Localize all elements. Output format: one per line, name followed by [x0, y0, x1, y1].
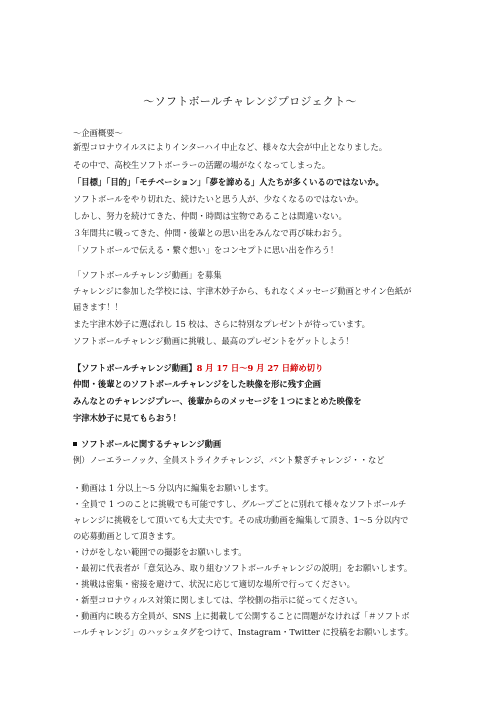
overview-line: しかし、努力を続けてきた、仲間・時間は宝物であることは間違いない。: [73, 211, 347, 221]
note-line: ・最初に代表者が「意気込み、取り組むソフトボールチャレンジの説明」をお願いします。: [73, 563, 413, 573]
overview-line: 「ソフトボールで伝える・繋ぐ想い」をコンセプトに思い出を作ろう！: [73, 245, 339, 255]
recruit-line: ソフトボールチャレンジ動画に挑戦し、最高のプレゼントをゲットしよう！: [73, 336, 354, 346]
recruit-line: また宇津木妙子に選ばれし 15 校は、さらに特別なプレゼントが待っています。: [73, 319, 370, 329]
recruit-line: 届きます！！: [73, 302, 123, 312]
page-title: 〜ソフトボールチャレンジプロジェクト〜: [143, 95, 357, 108]
challenge-example: 例）ノーエラーノック、全員ストライクチャレンジ、バント繋ぎチャレンジ・・など: [73, 455, 385, 465]
overview-line: ソフトボールをやり切れた、続けたいと思う人が、少なくなるのではないか。: [73, 194, 364, 204]
overview-line: ３年間共に戦ってきた、仲間・後輩との思い出をみんなで再び味わおう。: [73, 228, 347, 238]
deadline-row: [73, 363, 433, 374]
overview-line: 新型コロナウイルスによりインターハイ中止など、様々な大会が中止となりました。: [73, 142, 388, 152]
note-line: ・動画は 1 分以上〜5 分以内に編集をお願いします。: [73, 483, 274, 493]
recruit-heading: 「ソフトボールチャレンジ動画」を募集: [73, 270, 222, 280]
note-line: ・挑戦は密集・密接を避けて、状況に応じて適切な場所で行ってください。: [73, 579, 355, 589]
challenge-heading-row: [73, 439, 433, 450]
overview-line: その中で、高校生ソフトボーラーの活躍の場がなくなってしまった。: [73, 160, 331, 170]
note-line: ールチャレンジ」のハッシュタグをつけて、Instagram・Twitter に投稿をお願いします。: [73, 627, 414, 637]
note-line: ャレンジに挑戦をして頂いても大丈夫です。その成功動画を編集して頂き、1〜5 分以内で: [73, 515, 409, 525]
square-bullet-icon: [73, 442, 77, 446]
note-line: ・けがをしない範囲での撮影をお願いします。: [73, 547, 247, 557]
note-line: ・全員で 1 つのことに挑戦でも可能ですし、グループごとに別れて様々なソフトボールチ: [73, 499, 407, 509]
note-line: ・動画内に映る方全員が、SNS 上に掲載して公開することに問題がなければ「＃ソフトボ: [73, 611, 410, 621]
note-line: ・新型コロナウィルス対策に関しましては、学校側の指示に従ってください。: [73, 595, 363, 605]
challenge-heading: ソフトボールに関するチャレンジ動画: [81, 439, 222, 449]
deadline-line: 仲間・後輩とのソフトボールチャレンジをした映像を形に残す企画: [73, 379, 321, 389]
deadline-line: 宇津木妙子に見てもらおう！: [73, 413, 181, 423]
overview-line: 「目標」「目的」「モチベーション」「夢を諦める」人たちが多くいるのではないか。: [73, 177, 384, 187]
note-line: の応募動画として頂きます。: [73, 531, 181, 541]
deadline-dates: 8 月 17 日〜9 月 27 日締め切り: [196, 363, 324, 373]
recruit-line: チャレンジに参加した学校には、宇津木妙子から、もれなくメッセージ動画とサイン色紙が: [73, 286, 412, 296]
overview-heading: 〜企画概要〜: [73, 128, 123, 138]
deadline-label: 【ソフトボールチャレンジ動画】: [73, 363, 197, 373]
deadline-line: みんなとのチャレンジプレー、後輩からのメッセージを１つにまとめた映像を: [73, 396, 362, 406]
